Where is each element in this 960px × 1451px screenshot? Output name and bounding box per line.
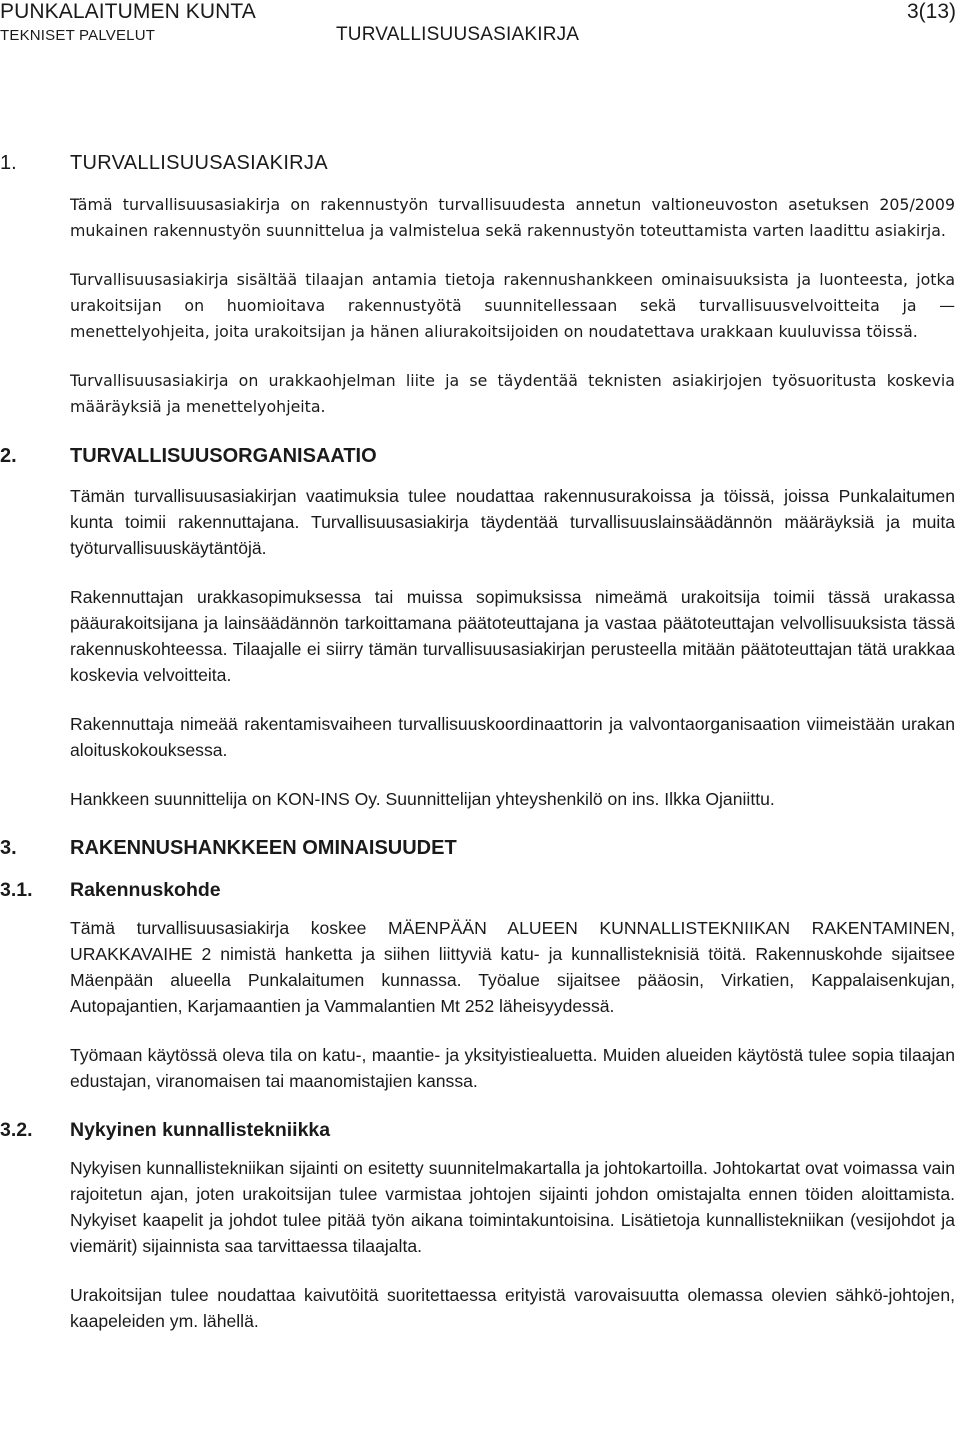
paragraph: Rakennuttajan urakkasopimuksessa tai muissa sopimuksissa nimeämä urakoitsija toimii tässä urakassa pääurakoitsijana ja lainsäädännön tarkoittamana päätoteuttajana ja vastaa päätoteuttajan velvollisuuksista tässä rakennuskohteessa. Tilaajalle ei siirry tämän turvallisuusasiakirjan perusteella mitään päätoteuttajan tätä urakkaa koskevia velvoitteita. [70, 587, 955, 685]
document-title: TURVALLISUUSASIAKIRJA [336, 24, 580, 45]
section-heading [0, 443, 960, 469]
paragraph: Rakennuttaja nimeää rakentamisvaiheen turvallisuuskoordinaattorin ja valvontaorganisaation viimeistään urakan aloituskokouksessa. [70, 714, 955, 760]
section-number: 3. [0, 837, 17, 859]
subsection-heading [0, 877, 960, 903]
paragraph: Nykyisen kunnallistekniikan sijainti on esitetty suunnitelmakartalla ja johtokartoilla. Johtokartat ovat voimassa vain rajoitetun ajan, joten urakoitsijan tulee varmistaa johtojen sijainti johdon omistajalta ennen töiden aloittamista. Nykyiset kaapelit ja johdot tulee pitää työn aikana toimintakuntoisina. Lisätietoja kunnallistekniikan (vesijohdot ja viemärit) sijainnista saa tarvittaessa tilaajalta. [70, 1158, 955, 1256]
paragraph: Hankkeen suunnittelija on KON-INS Oy. Suunnittelijan yhteyshenkilö on ins. Ilkka Ojaniittu. [70, 789, 775, 809]
section-number: 2. [0, 445, 17, 467]
paragraph: Urakoitsijan tulee noudattaa kaivutöitä suoritettaessa erityistä varovaisuutta olemassa olevien sähkö-johtojen, kaapeleiden ym. lähellä. [70, 1285, 955, 1331]
section-title: TURVALLISUUSORGANISAATIO [70, 445, 377, 467]
subsection-number: 3.2. [0, 1119, 33, 1141]
section-heading [0, 835, 960, 861]
department-name: TEKNISET PALVELUT [0, 27, 156, 44]
paragraph: Tämä turvallisuusasiakirja koskee MÄENPÄÄN ALUEEN KUNNALLISTEKNIIKAN RAKENTAMINEN, URAKKAVAIHE 2 nimistä hanketta ja siihen liittyviä katu- ja kunnallisteknisiä töitä. Rakennuskohde sijaitsee Mäenpään alueella Punkalaitumen kunnassa. Työalue sijaitsee pääosin, Virkatien, Kappalaisenkujan, Autopajantien, Karjamaantien ja Vammalantien Mt 252 läheisyydessä. [70, 918, 955, 1016]
section-title: TURVALLISUUSASIAKIRJA [70, 152, 328, 174]
paragraph: Tämä turvallisuusasiakirja on rakennustyön turvallisuudesta annetun valtioneuvoston asetuksen 205/2009 mukainen rakennustyön suunnittelua ja valmistelua sekä rakennustyön toteuttamista varten laadittu asiakirja. [70, 195, 955, 240]
paragraph: Turvallisuusasiakirja sisältää tilaajan antamia tietoja rakennushankkeen ominaisuuksista ja luonteesta, jotka urakoitsijan on huomioitava rakennustyötä suunnitellessaan sekä turvallisuusvelvoitteita ja — menettelyohjeita, joita urakoitsijan ja hänen aliurakoitsijoiden on noudatettava urakkaan kuuluvissa töissä. [70, 270, 955, 341]
paragraph: Työmaan käytössä oleva tila on katu-, maantie- ja yksityistiealuetta. Muiden alueiden käytöstä tulee sopia tilaajan edustajan, viranomaisen tai maanomistajien kanssa. [70, 1045, 955, 1091]
paragraph: Tämän turvallisuusasiakirjan vaatimuksia tulee noudattaa rakennusurakoissa ja töissä, joissa Punkalaitumen kunta toimii rakennuttajana. Turvallisuusasiakirja täydentää turvallisuuslainsäädännön määräyksiä ja muita työturvallisuuskäytäntöjä. [70, 486, 955, 558]
subsection-number: 3.1. [0, 879, 33, 901]
document-body [0, 150, 960, 1357]
section-heading [0, 150, 960, 176]
paragraph: Turvallisuusasiakirja on urakkaohjelman liite ja se täydentää teknisten asiakirjojen työsuoritusta koskevia määräyksiä ja menettelyohjeita. [70, 371, 955, 416]
subsection-heading [0, 1117, 960, 1143]
section-title: RAKENNUSHANKKEEN OMINAISUUDET [70, 837, 457, 859]
organization-name: PUNKALAITUMEN KUNTA [0, 0, 256, 23]
subsection-title: Nykyinen kunnallistekniikka [70, 1119, 331, 1141]
subsection-title: Rakennuskohde [70, 879, 221, 901]
page-number: 3(13) [906, 0, 956, 23]
section-number: 1. [0, 152, 17, 174]
